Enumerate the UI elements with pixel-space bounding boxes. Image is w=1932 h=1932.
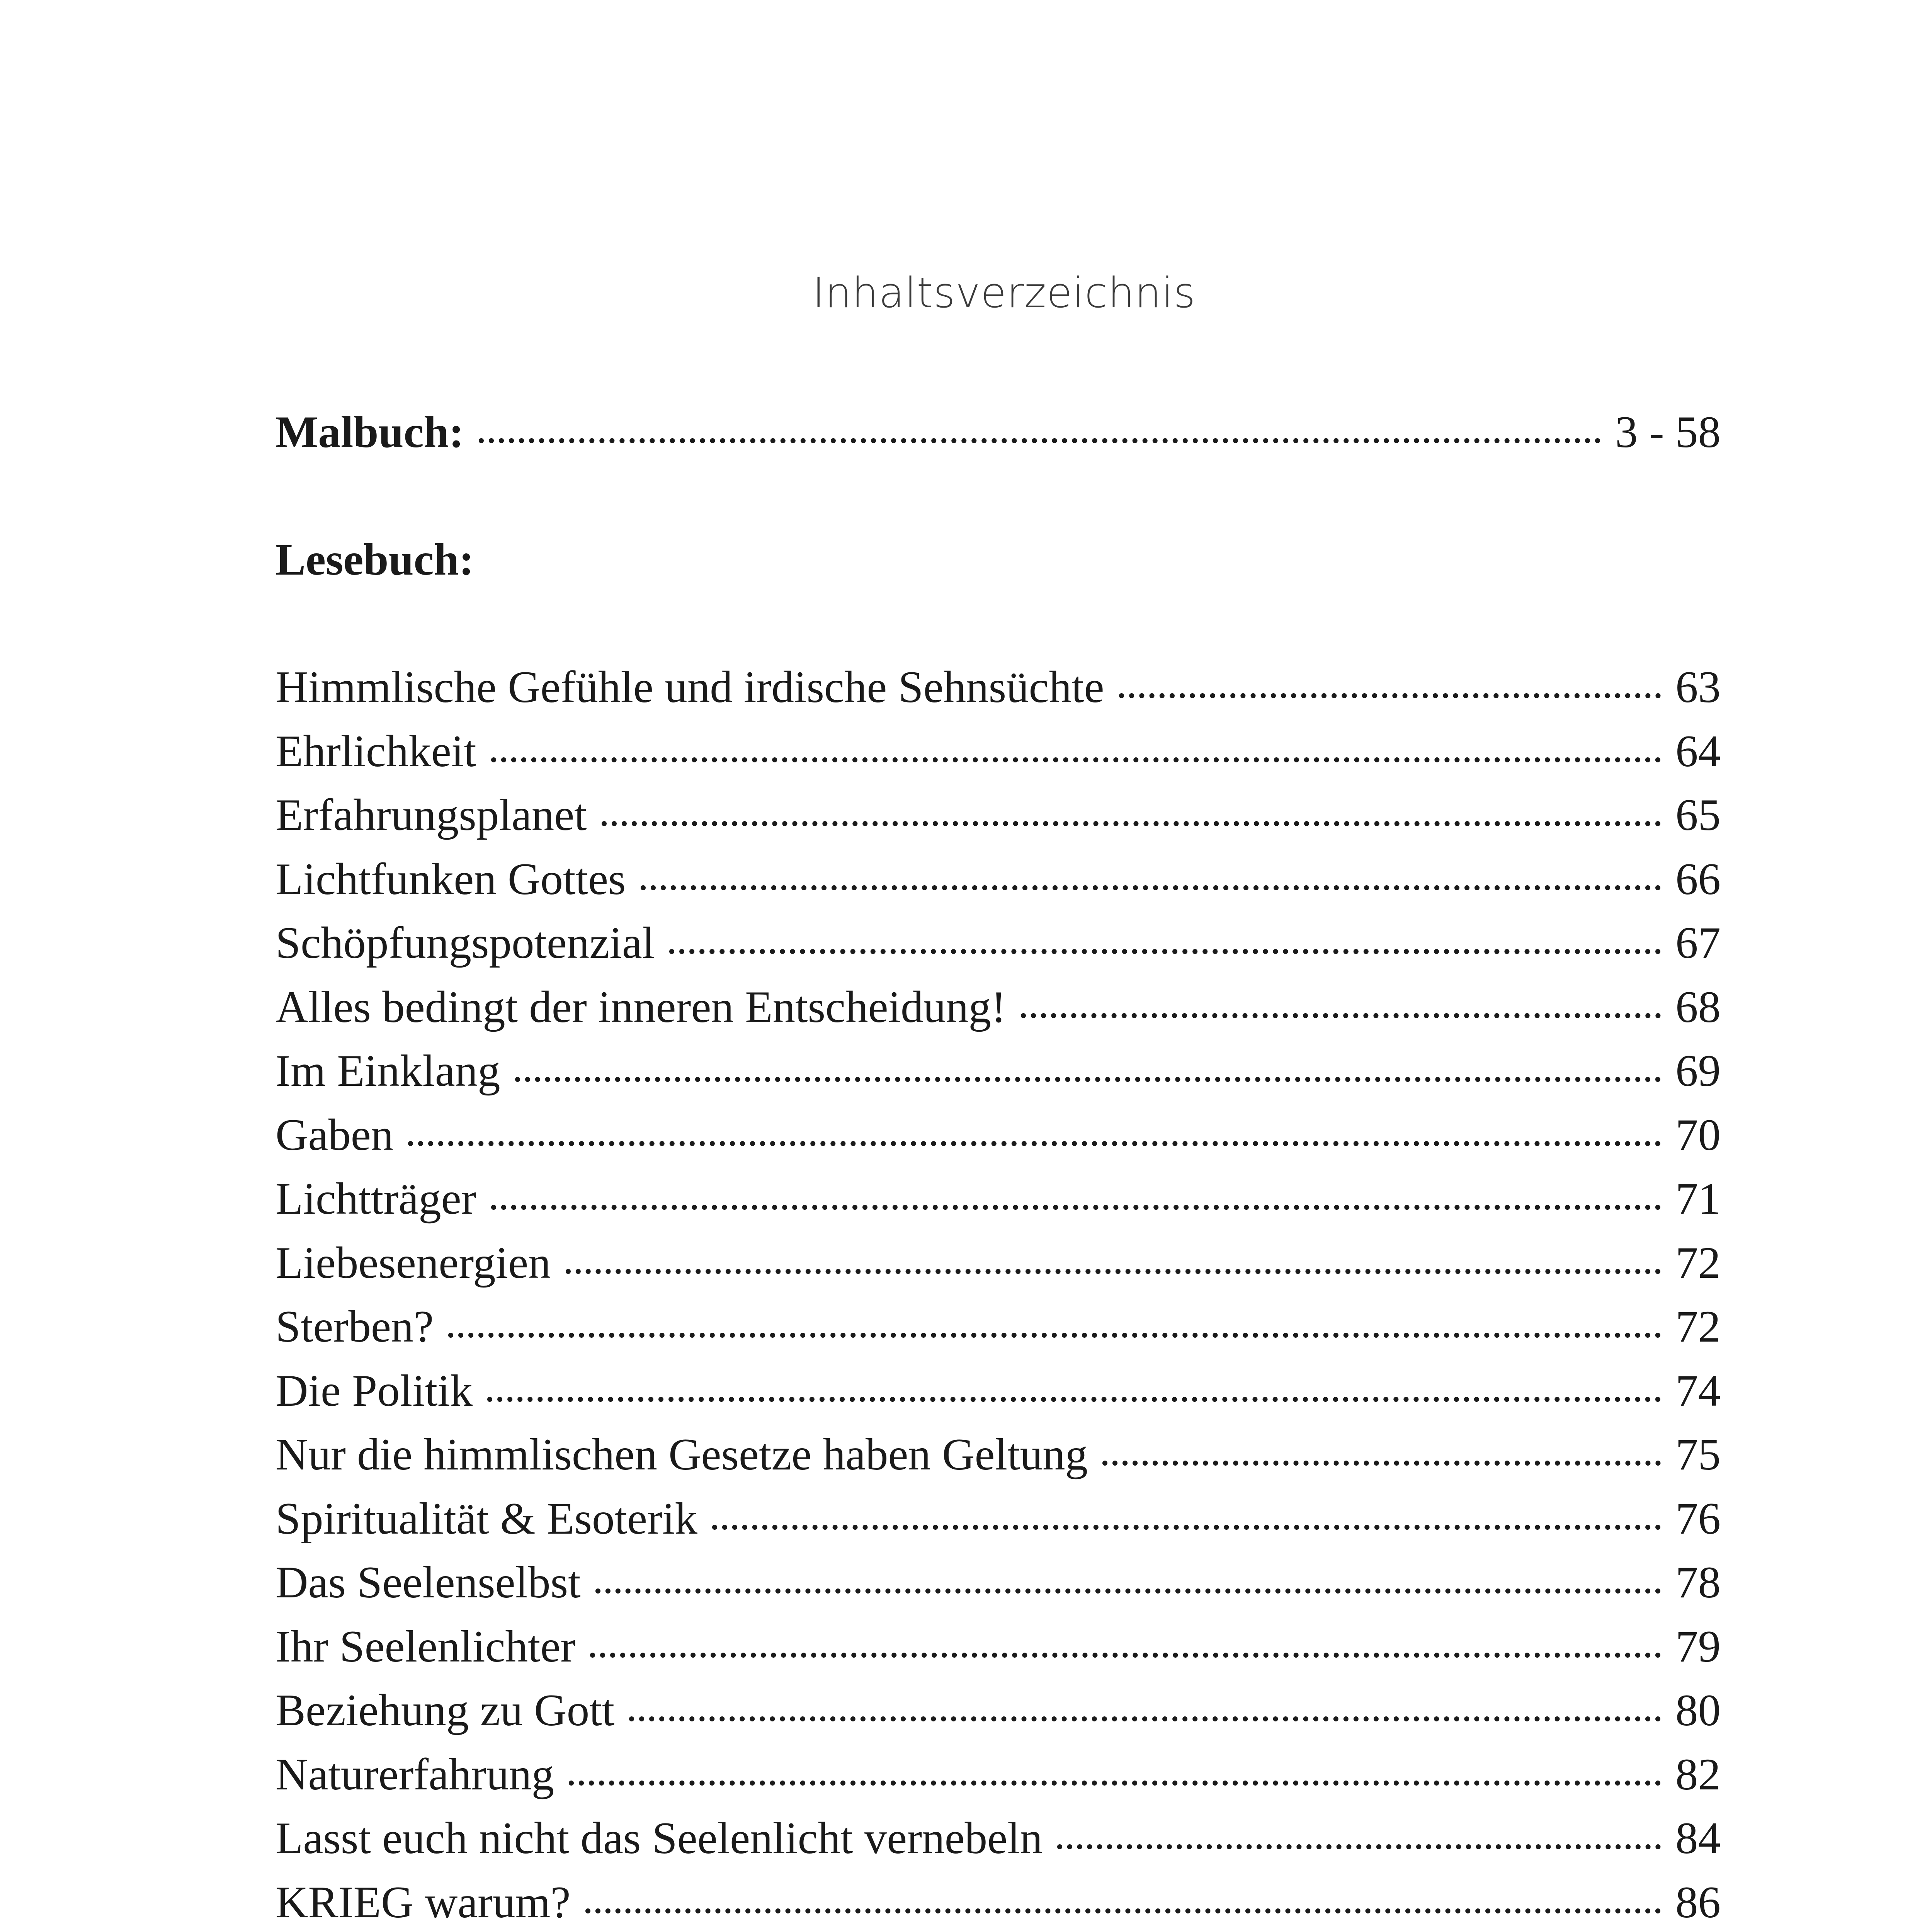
toc-entry-page: 82 [1675,1750,1721,1799]
toc-entry-title: Nur die himmlischen Gesetze haben Geltung [276,1430,1088,1480]
dot-leader [669,949,1661,954]
toc-entry-page: 64 [1675,726,1721,776]
toc-entry-title: Lasst euch nicht das Seelenlicht vernebeln [276,1813,1043,1863]
dot-leader [629,1716,1661,1721]
dot-leader [595,1588,1661,1594]
toc-entry-title: Spiritualität & Esoterik [276,1494,697,1544]
toc-entry [276,920,1721,966]
toc-entry-title: Alles bedingt der inneren Entscheidung! [276,982,1006,1032]
dot-leader [590,1653,1661,1658]
toc-entry-title: Malbuch: [276,407,464,457]
toc-entry-title: Gaben [276,1110,394,1160]
dot-leader [491,1205,1661,1210]
toc-entry-page: 69 [1675,1046,1721,1096]
dot-leader [569,1781,1661,1786]
toc-entry [276,662,1721,712]
toc-entry-title: Ihr Seelenlichter [276,1622,576,1672]
toc-entry-title: Im Einklang [276,1046,500,1096]
toc-entry-page: 72 [1675,1302,1721,1352]
toc-entry-page: 63 [1675,662,1721,712]
toc-entry [276,1685,1721,1735]
toc-entry-page: 84 [1675,1813,1721,1863]
toc-entry [276,1622,1721,1672]
toc-entry [276,1366,1721,1416]
toc-entry-page: 80 [1675,1685,1721,1735]
section-heading-lesebuch: Lesebuch: [276,535,474,585]
dot-leader [566,1269,1661,1274]
toc-entry-page: 78 [1675,1558,1721,1607]
toc-entry-title: Liebesenergien [276,1238,551,1288]
toc-entry-page: 74 [1675,1366,1721,1416]
toc-entry [276,1302,1721,1352]
toc-entry [276,1174,1721,1224]
toc-entry [276,1752,1721,1797]
toc-entry-page: 65 [1675,790,1721,840]
toc-entry-page: 76 [1675,1494,1721,1544]
toc-entry-title: Lichtfunken Gottes [276,854,626,904]
dot-leader [515,1077,1661,1082]
toc-entry-title: Naturerfahrung [276,1750,554,1799]
toc-entry [276,1048,1721,1094]
page-title: Inhaltsverzeichnis [812,269,1196,317]
toc-entry-title: KRIEG warum? [276,1878,571,1927]
dot-leader [487,1397,1661,1402]
toc-entry [276,854,1721,904]
dot-leader [1057,1844,1661,1849]
dot-leader [1102,1461,1661,1466]
toc-entry-title: Die Politik [276,1366,473,1416]
toc-entry-title: Himmlische Gefühle und irdische Sehnsüchte [276,662,1104,712]
toc-entry [276,726,1721,776]
toc-entry-page: 67 [1675,918,1721,968]
toc-entry [276,1813,1721,1863]
toc-entry-page: 3 - 58 [1615,407,1721,457]
toc-entry-page: 68 [1675,982,1721,1032]
toc-entry-page: 86 [1675,1878,1721,1927]
toc-entry-title: Sterben? [276,1302,434,1352]
dot-leader [479,438,1600,443]
toc-entry [276,1494,1721,1544]
toc-entry-page: 75 [1675,1430,1721,1480]
dot-leader [602,821,1661,826]
toc-entry [276,1430,1721,1480]
dot-leader [408,1141,1661,1146]
toc-entry-page: 66 [1675,854,1721,904]
toc-entry [276,1560,1721,1605]
dot-leader [448,1333,1661,1338]
toc-entry-title: Beziehung zu Gott [276,1685,615,1735]
dot-leader [712,1525,1661,1530]
toc-entry [276,982,1721,1032]
dot-leader [491,757,1661,762]
toc-entry [276,1240,1721,1286]
toc-entry-malbuch [276,407,1721,457]
toc-entry [276,790,1721,840]
toc-entry-title: Ehrlichkeit [276,726,476,776]
toc-entry-page: 79 [1675,1622,1721,1672]
toc-entry-page: 71 [1675,1174,1721,1224]
dot-leader [1119,693,1661,698]
toc-entry [276,1112,1721,1158]
toc-entry-title: Lichtträger [276,1174,476,1224]
toc-entry [276,1880,1721,1925]
dot-leader [1021,1013,1661,1018]
dot-leader [641,885,1661,890]
toc-entry-page: 70 [1675,1110,1721,1160]
toc-entry-page: 72 [1675,1238,1721,1288]
toc-entry-title: Schöpfungspotenzial [276,918,655,968]
dot-leader [585,1908,1661,1913]
toc-entry-title: Erfahrungsplanet [276,790,587,840]
toc-entry-title: Das Seelenselbst [276,1558,581,1607]
